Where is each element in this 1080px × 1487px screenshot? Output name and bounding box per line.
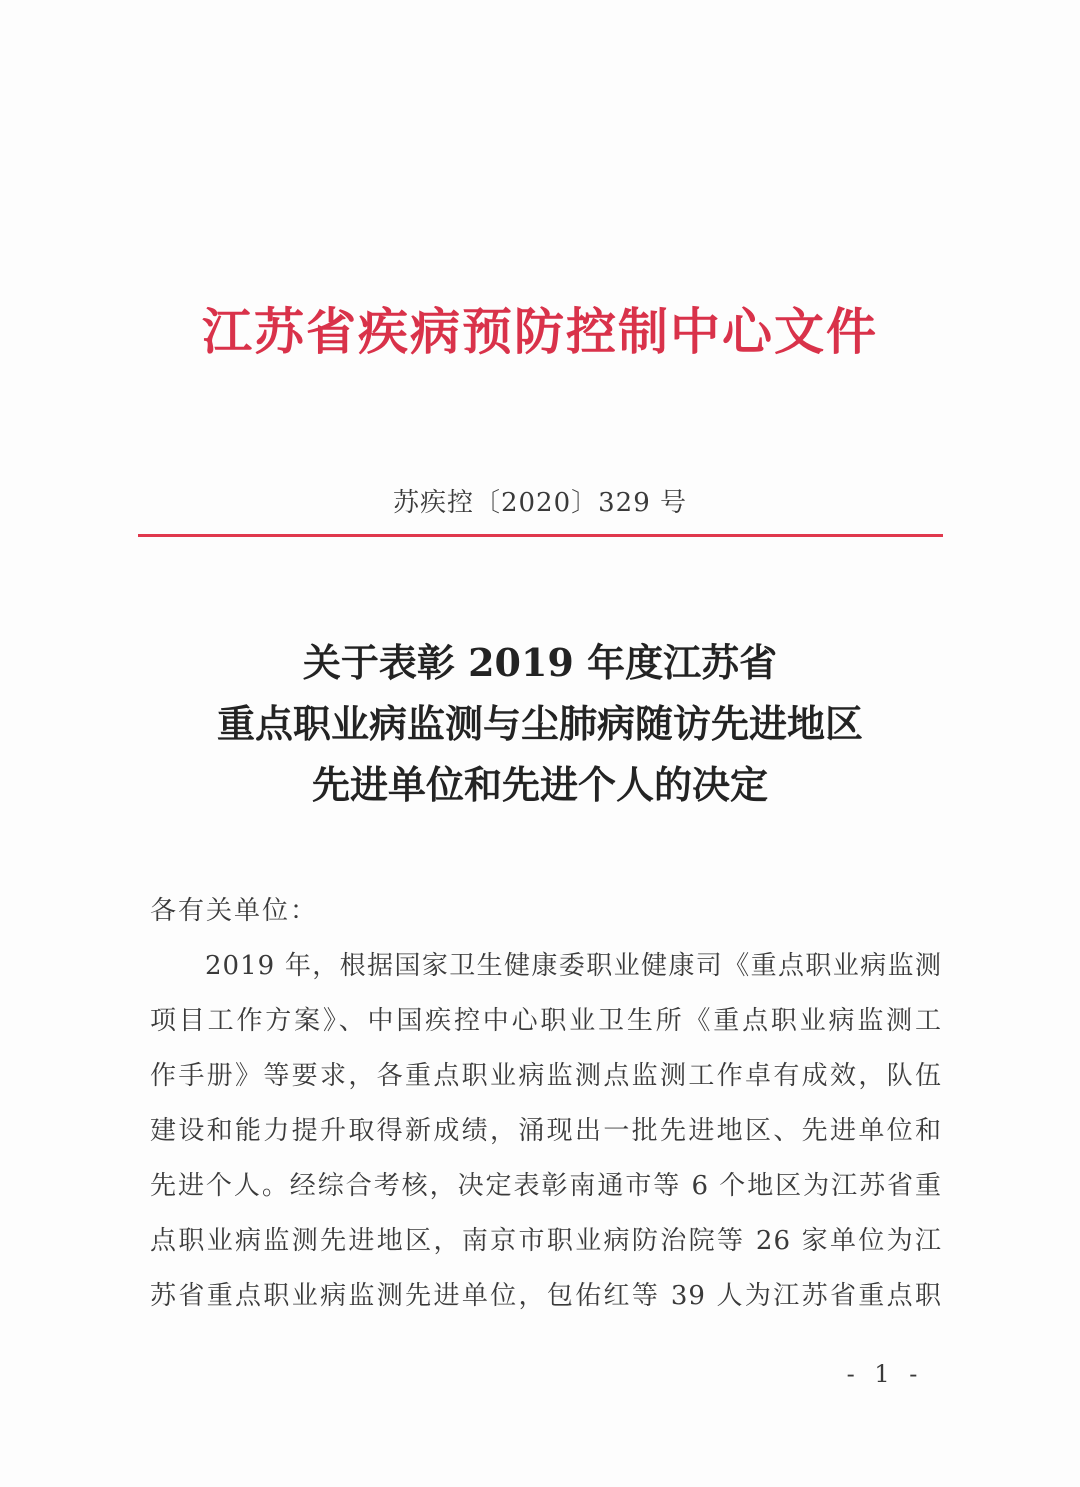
paragraph-line: 2019 年，根据国家卫生健康委职业健康司《重点职业病监测 <box>205 951 942 981</box>
red-divider-line <box>138 534 943 537</box>
body-text <box>150 884 942 1324</box>
document-header-title: 江苏省疾病预防控制中心文件 <box>202 302 878 361</box>
paragraph-line: 点职业病监测先进地区，南京市职业病防治院等 26 家单位为江 <box>150 1226 942 1256</box>
paragraph-line: 建设和能力提升取得新成绩，涌现出一批先进地区、先进单位和 <box>150 1116 942 1146</box>
title-line: 先进单位和先进个人的决定 <box>311 762 768 807</box>
paragraph-line: 项目工作方案》、中国疾控中心职业卫生所《重点职业病监测工 <box>150 1006 942 1036</box>
paragraph-line: 苏省重点职业病监测先进单位，包佑红等 39 人为江苏省重点职 <box>150 1281 942 1311</box>
decision-title <box>0 632 1080 815</box>
paragraph-line: 先进个人。经综合考核，决定表彰南通市等 6 个地区为江苏省重 <box>150 1171 942 1201</box>
title-line: 重点职业病监测与尘肺病随访先进地区 <box>216 701 863 746</box>
page-number: - 1 - <box>846 1360 924 1388</box>
paragraph-line: 作手册》等要求，各重点职业病监测点监测工作卓有成效，队伍 <box>150 1061 942 1091</box>
title-line: 关于表彰 2019 年度江苏省 <box>302 640 778 685</box>
salutation: 各有关单位： <box>150 896 319 926</box>
document-number: 苏疾控〔2020〕329 号 <box>392 488 688 518</box>
